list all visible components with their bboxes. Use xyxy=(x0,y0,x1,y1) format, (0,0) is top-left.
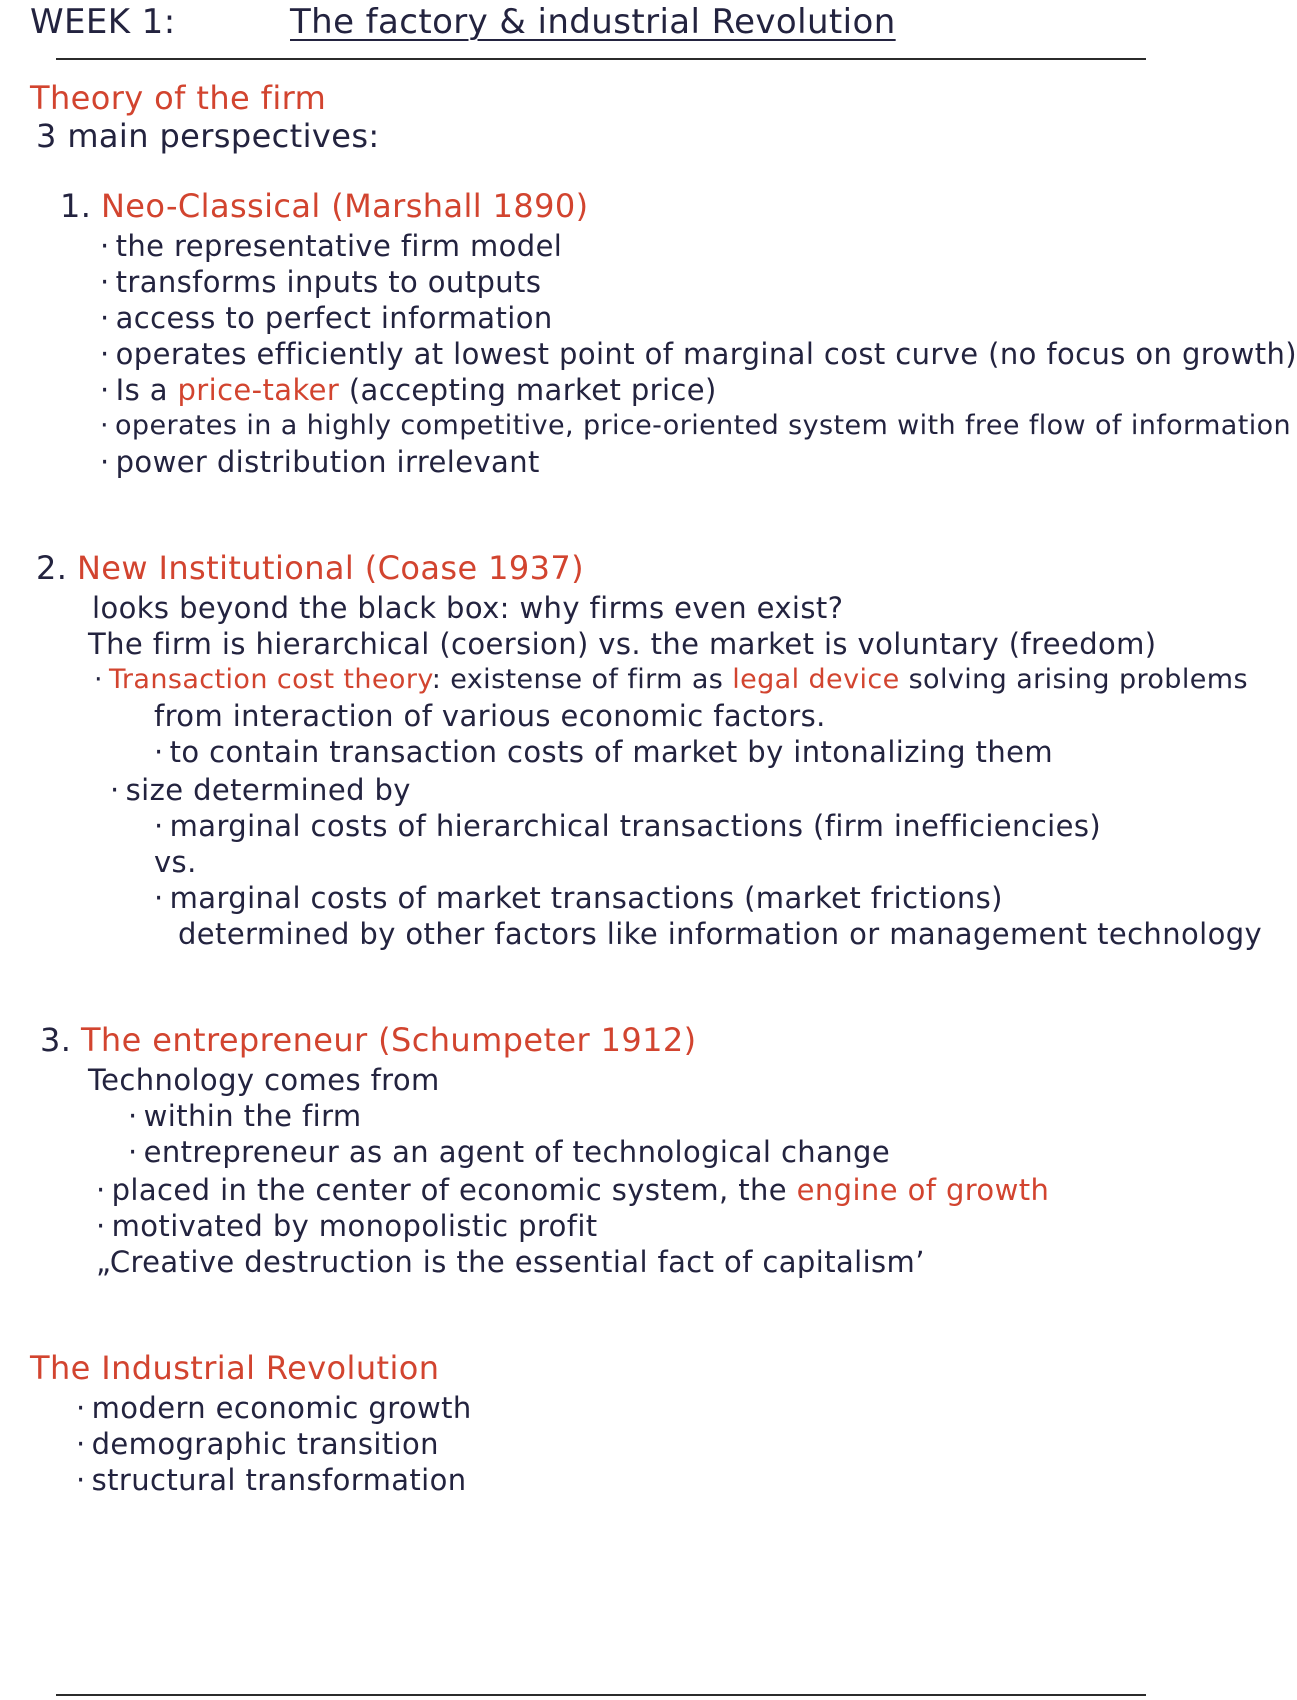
industrial-point-1: · modern economic growth xyxy=(76,1390,472,1426)
neo-point-5: · operates in a highly competitive, price-oriented system with free flow of information xyxy=(100,408,1291,444)
entre-number: 3. xyxy=(40,1021,72,1059)
page-title: The factory & industrial Revolution xyxy=(290,2,896,42)
header-rule xyxy=(56,58,1146,60)
new-number: 2. xyxy=(36,549,68,587)
neo-point-3: · access to perfect information xyxy=(100,300,553,336)
tech-point-a: · within the firm xyxy=(128,1098,362,1134)
entre-heading xyxy=(40,1022,697,1059)
size-point-b-cont: determined by other factors like information or management technology xyxy=(178,917,1263,951)
size-vs: vs. xyxy=(154,845,197,879)
industrial-point-2: · demographic transition xyxy=(76,1426,439,1462)
neo-number: 1. xyxy=(60,187,92,225)
size-point-a: · marginal costs of hierarchical transactions (firm inefficiencies) xyxy=(154,808,1101,844)
neo-point-1: · the representative firm model xyxy=(100,228,562,264)
placed-line xyxy=(96,1172,1049,1208)
taker-suffix: (accepting market price) xyxy=(339,373,717,407)
transaction-cost-cont: from interaction of various economic factors. xyxy=(154,699,826,733)
motivated-line: · motivated by monopolistic profit xyxy=(96,1208,598,1244)
neo-point-2: · transforms inputs to outputs xyxy=(100,264,541,300)
new-title: New Institutional (Coase 1937) xyxy=(76,549,585,587)
entre-title: The entrepreneur (Schumpeter 1912) xyxy=(80,1021,697,1059)
taker-term: price-taker xyxy=(177,373,340,407)
transaction-cost-line xyxy=(94,662,1248,698)
placed-prefix: placed in the center of economic system, the xyxy=(111,1173,797,1207)
week-label: WEEK 1: xyxy=(30,2,176,42)
neo-title: Neo-Classical (Marshall 1890) xyxy=(100,187,589,225)
theory-intro: 3 main perspectives: xyxy=(36,117,380,155)
theory-heading: Theory of the firm xyxy=(30,79,327,117)
taker-prefix: Is a xyxy=(115,373,178,407)
industrial-heading: The Industrial Revolution xyxy=(30,1349,440,1387)
new-heading xyxy=(36,550,584,587)
neo-heading xyxy=(60,188,589,225)
footer-rule xyxy=(56,1694,1146,1696)
size-heading: · size determined by xyxy=(110,772,411,808)
size-point-b: · marginal costs of market transactions (market frictions) xyxy=(154,880,1003,916)
new-line-2: The firm is hierarchical (coersion) vs. the market is voluntary (freedom) xyxy=(88,627,1157,661)
engine-of-growth-term: engine of growth xyxy=(796,1173,1050,1207)
transaction-cost-end: solving arising problems xyxy=(899,664,1248,695)
new-line-1: looks beyond the black box: why firms even exist? xyxy=(92,591,844,625)
industrial-point-3: · structural transformation xyxy=(76,1462,467,1498)
transaction-cost-mid: : existense of firm as xyxy=(431,664,733,695)
tech-heading: Technology comes from xyxy=(88,1063,440,1097)
neo-point-taker xyxy=(100,372,717,408)
tech-point-b: · entrepreneur as an agent of technological change xyxy=(128,1134,890,1170)
neo-point-6: · power distribution irrelevant xyxy=(100,444,540,480)
creative-destruction-quote: „Creative destruction is the essential fact of capitalism’ xyxy=(96,1245,925,1279)
neo-point-4: · operates efficiently at lowest point of marginal cost curve (no focus on growth) xyxy=(100,336,1297,372)
legal-device-term: legal device xyxy=(732,664,900,695)
transaction-cost-term: Transaction cost theory xyxy=(108,664,432,695)
transaction-cost-sub: · to contain transaction costs of market by intonalizing them xyxy=(154,734,1053,770)
